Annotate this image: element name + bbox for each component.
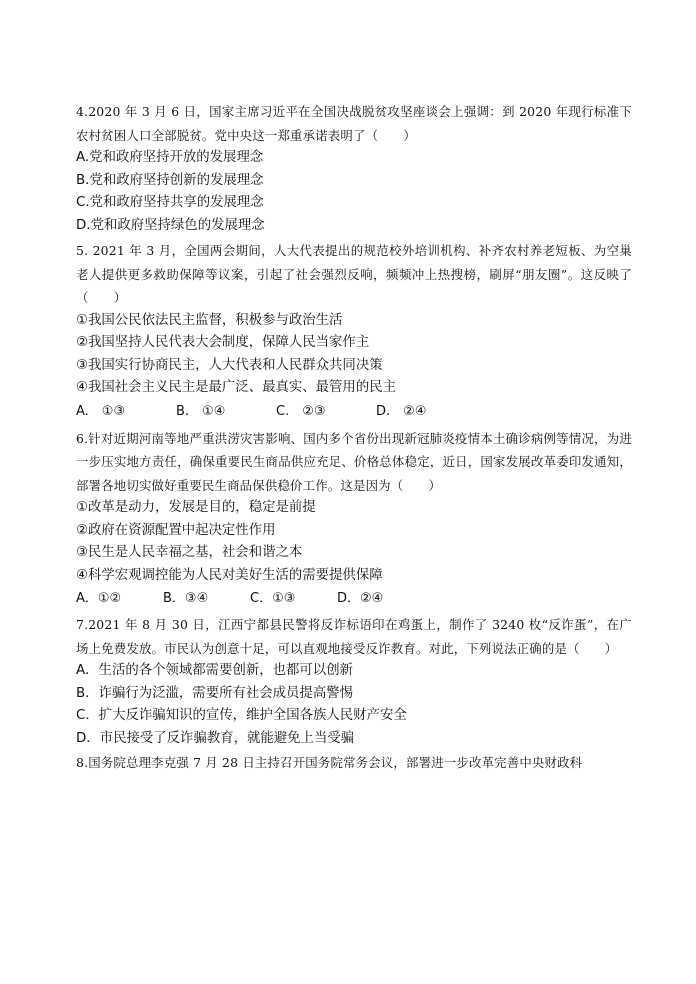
question-5-answer-choices: [76, 400, 632, 423]
question-6-answer-d: D．②④: [337, 591, 384, 606]
question-5-stem: 5. 2021 年 3 月，全国两会期间，人大代表提出的规范校外培训机构、补齐农村养老短板、为空巢老人提供更多救助保障等议案，引起了社会强烈反响，频频冲上热搜榜，刷屏“朋友圈”。这反映了（ ）: [76, 243, 632, 305]
question-5-statement-2: ②我国坚持人民代表大会制度，保障人民当家作主: [76, 335, 370, 350]
question-5-statement-1: ①我国公民依法民主监督，积极参与政治生活: [76, 312, 343, 328]
question-7-option-c: C．扩大反诈骗知识的宣传，维护全国各族人民财产安全: [76, 708, 407, 723]
question-7-option-b: B．诈骗行为泛滥，需要所有社会成员提高警惕: [76, 685, 353, 701]
question-6-statement-4: ④科学宏观调控能为人民对美好生活的需要提供保障: [76, 567, 383, 583]
question-4-option-b: B.党和政府坚持创新的发展理念: [76, 172, 264, 188]
question-5-answer-c: C. ②③: [276, 403, 326, 419]
question-4-option-a: A.党和政府坚持开放的发展理念: [76, 150, 264, 165]
question-6-answer-choices: [76, 587, 632, 610]
question-6-statement-2: ②政府在资源配置中起决定性作用: [76, 522, 276, 538]
question-5-answer-a: A. ①③: [76, 403, 126, 419]
question-4-option-c: C.党和政府坚持共享的发展理念: [76, 195, 264, 210]
question-6-statement-1: ①改革是动力，发展是目的，稳定是前提: [76, 500, 316, 515]
question-7-stem: 7.2021 年 8 月 30 日，江西宁都县民警将反诈标语印在鸡蛋上，制作了 3240 枚“反诈蛋”，在广场上免费发放。市民认为创意十足，可以直观地接受反诈教育。对此，下列说法正确的是（ ）: [76, 617, 632, 656]
question-4-option-d: D.党和政府坚持绿色的发展理念: [76, 217, 265, 233]
question-6-answer-a: A．①②: [76, 591, 122, 606]
question-6: [76, 427, 632, 611]
question-5-statement-3: ③我国实行协商民主，人大代表和人民群众共同决策: [76, 357, 383, 373]
question-6-statement-3: ③民生是人民幸福之基，社会和谐之本: [76, 545, 303, 560]
question-6-answer-b: B．③④: [163, 591, 209, 606]
question-6-stem: 6.针对近期河南等地严重洪涝灾害影响、国内多个省份出现新冠肺炎疫情本土确诊病例等情况，为进一步压实地方责任，确保重要民生商品供应充足、价格总体稳定，近日，国家发展改革委印发通知，部署各地切实做好重要民生商品保供稳价工作。这是因为（ ）: [76, 430, 632, 493]
question-list: [76, 100, 632, 775]
question-8-stem: 8.国务院总理李克强 7 月 28 日主持召开国务院常务会议，部署进一步改革完善中央财政科: [76, 755, 583, 770]
question-7-option-d: D．市民接受了反诈骗教育，就能避免上当受骗: [76, 730, 355, 746]
question-6-answer-c: C．①③: [250, 591, 296, 606]
question-5-statement-4: ④我国社会主义民主是最广泛、最真实、最管用的民主: [76, 380, 396, 395]
question-5: [76, 239, 632, 423]
question-5-answer-b: B. ①④: [176, 403, 226, 419]
question-5-answer-d: D. ②④: [376, 403, 427, 419]
question-7-option-a: A．生活的各个领域都需要创新，也都可以创新: [76, 663, 353, 678]
question-4-stem: 4.2020 年 3 月 6 日，国家主席习近平在全国决战脱贫攻坚座谈会上强调：到 2020 年现行标准下农村贫困人口全部脱贫。党中央这一郑重承诺表明了（ ）: [76, 104, 632, 143]
question-7: [76, 613, 632, 750]
question-4: [76, 100, 632, 237]
question-8: [76, 751, 632, 775]
